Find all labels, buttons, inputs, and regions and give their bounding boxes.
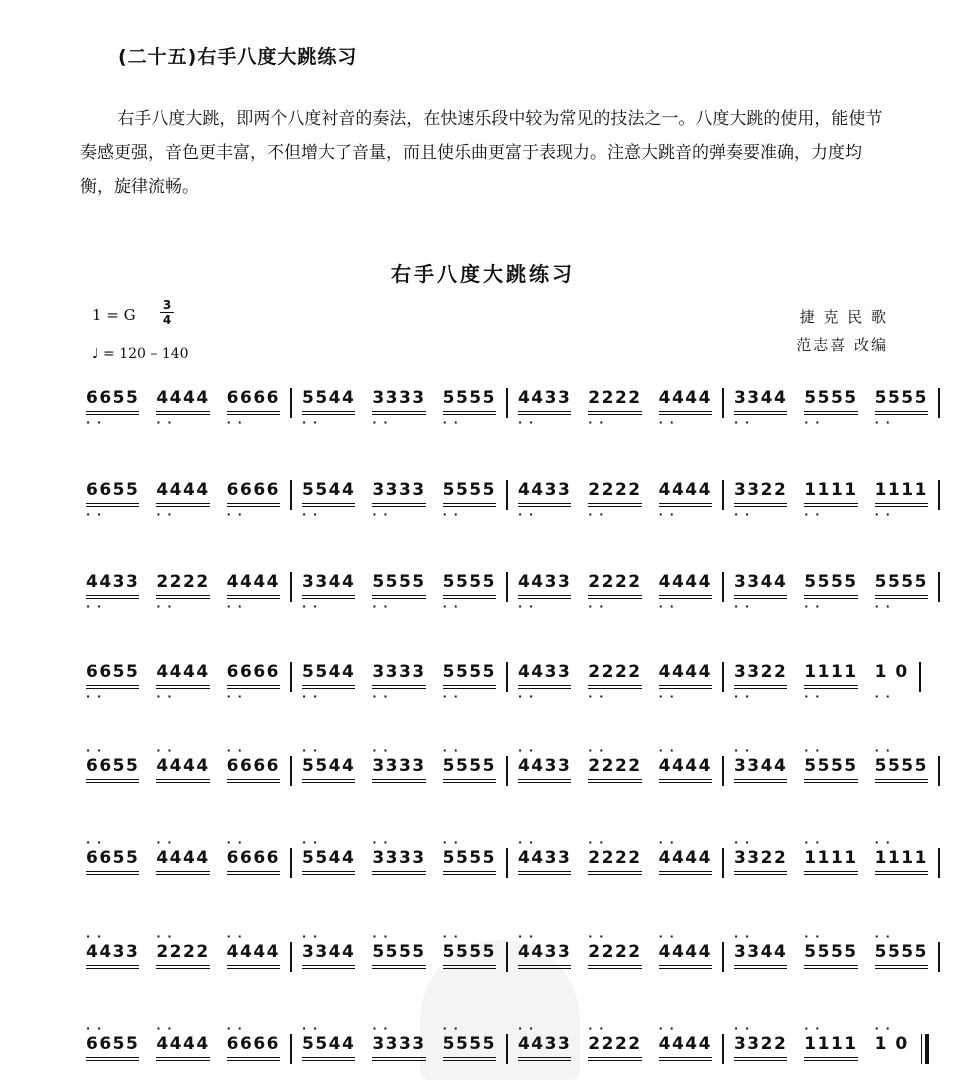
note-group: 2222 · · (156, 942, 209, 969)
bar-line (722, 942, 724, 972)
octave-dots: · · (86, 690, 103, 703)
octave-dots: · · (874, 690, 892, 703)
bar-line (290, 756, 292, 786)
note-group: 3322 · · (734, 848, 787, 875)
score-measure (301, 388, 496, 429)
bar-line (290, 1034, 292, 1064)
note-group: 5555 · · (442, 480, 496, 521)
note-group: 2222 · · (588, 1034, 641, 1061)
final-bar-line (921, 1034, 929, 1064)
octave-dots: · · (517, 836, 535, 849)
score-measure (733, 572, 928, 613)
note-group: 3344 · · (734, 756, 787, 783)
note-group: 3322 · · (734, 1034, 787, 1061)
bar-line (506, 480, 508, 510)
score-row (86, 744, 928, 786)
note-group: 5555 · · (443, 848, 496, 875)
credit-arranger: 范志喜 改编 (796, 336, 888, 354)
note-group: 3333 · · (372, 480, 426, 521)
score-row (86, 662, 909, 703)
octave-dots: · · (658, 508, 676, 521)
note-group: 2222 · · (156, 572, 210, 613)
note-group: 4444 · · (156, 848, 209, 875)
note-group: 4433 · · (518, 1034, 571, 1061)
octave-dots: · · (301, 1022, 319, 1035)
bar-line (938, 942, 940, 972)
note-group: 5555 · · (875, 942, 928, 969)
note-group: 5555 · · (443, 756, 496, 783)
octave-dots: · · (874, 836, 892, 849)
bar-line (506, 848, 508, 878)
octave-dots: · · (733, 930, 751, 943)
octave-dots: · · (442, 416, 460, 429)
octave-dots: · · (733, 1022, 751, 1035)
note-group: 4433 · · (517, 480, 572, 521)
octave-dots: · · (658, 416, 676, 429)
octave-dots: · · (301, 416, 319, 429)
note-group: 4433 · · (86, 572, 140, 613)
note-group: 5555 · · (875, 756, 928, 783)
score-measure (86, 836, 280, 875)
note-group: 4444 · · (658, 662, 712, 703)
octave-dots: · · (301, 600, 319, 613)
note-group: 5544 · · (302, 848, 355, 875)
octave-dots: · · (156, 744, 174, 757)
credit-source: 捷 克 民 歌 (799, 308, 888, 326)
octave-dots: · · (658, 690, 676, 703)
note-group: 5555 · · (804, 572, 858, 613)
octave-dots: · · (804, 600, 821, 613)
note-group: 2222 · · (588, 756, 641, 783)
score-measure (301, 930, 496, 969)
octave-dots: · · (588, 930, 605, 943)
note-group: 3333 · · (372, 848, 425, 875)
octave-dots: · · (372, 690, 389, 703)
octave-dots: · · (804, 416, 821, 429)
note-group: 6655 · · (86, 388, 140, 429)
note-group: 3344 · · (302, 942, 355, 969)
note-group: 4444 · · (156, 388, 210, 429)
octave-dots: · · (588, 416, 605, 429)
score-measure (86, 388, 280, 429)
score-row (86, 930, 928, 972)
note-group: 5555 · · (804, 756, 857, 783)
note-group: 4444 · · (156, 756, 209, 783)
bar-line (290, 572, 292, 602)
note-group: 5555 · · (372, 572, 426, 613)
note-group: 1111 · · (874, 480, 928, 521)
note-group: 4444 · · (659, 1034, 712, 1061)
note-group: 3333 · · (372, 1034, 425, 1061)
note-group: 2222 · · (588, 572, 642, 613)
octave-dots: · · (156, 930, 174, 943)
time-signature-top: 3 (160, 298, 174, 313)
note-group: 2222 · · (588, 942, 641, 969)
score-measure (517, 836, 712, 875)
octave-dots: · · (372, 600, 389, 613)
key-text: 1 = G (92, 306, 136, 324)
octave-dots: · · (733, 690, 751, 703)
octave-dots: · · (733, 600, 751, 613)
octave-dots: · · (517, 508, 535, 521)
note-group: 5555 · · (372, 942, 425, 969)
score-measure (733, 836, 928, 875)
octave-dots: · · (804, 836, 821, 849)
octave-dots: · · (442, 744, 460, 757)
note-group: 2222 · · (588, 388, 642, 429)
octave-dots: · · (86, 1022, 103, 1035)
octave-dots: · · (442, 600, 460, 613)
section-heading: (二十五)右手八度大跳练习 (118, 46, 358, 68)
bar-line (506, 662, 508, 692)
bar-line (722, 848, 724, 878)
note-group: 5544 · · (301, 662, 356, 703)
octave-dots: · · (874, 1022, 892, 1035)
score-measure (517, 388, 712, 429)
octave-dots: · · (733, 744, 751, 757)
bar-line (919, 662, 921, 692)
octave-dots: · · (517, 930, 535, 943)
note-group: 5544 · · (301, 388, 356, 429)
key-signature (92, 306, 142, 324)
score-measure (301, 1022, 496, 1061)
octave-dots: · · (733, 508, 751, 521)
bar-line (506, 756, 508, 786)
note-group: 6655 · · (86, 1034, 139, 1061)
bar-line (506, 388, 508, 418)
note-group: 3344 · · (301, 572, 356, 613)
note-group: 5555 · · (442, 572, 496, 613)
score-row (86, 1022, 909, 1064)
octave-dots: · · (658, 836, 676, 849)
octave-dots: · · (442, 930, 460, 943)
score-measure (301, 662, 496, 703)
octave-dots: · · (442, 1022, 460, 1035)
note-group: 4433 · · (517, 662, 572, 703)
note-group: 4433 · · (518, 756, 571, 783)
note-group: 1 0 · · (874, 1022, 909, 1054)
note-group: 5555 · · (443, 942, 496, 969)
octave-dots: · · (156, 508, 174, 521)
bar-line (722, 756, 724, 786)
octave-dots: · · (658, 744, 676, 757)
octave-dots: · · (226, 930, 244, 943)
bar-line (290, 848, 292, 878)
note-group: 3344 · · (733, 572, 788, 613)
note-group: 5544 · · (302, 1034, 355, 1061)
note-group: 4444 · · (227, 942, 280, 969)
octave-dots: · · (86, 416, 103, 429)
note-group: 4444 · · (156, 1034, 209, 1061)
octave-dots: · · (874, 600, 892, 613)
score-measure (733, 930, 928, 969)
note-group: 3322 · · (733, 480, 788, 521)
score-measure (301, 744, 496, 783)
bar-line (722, 1034, 724, 1064)
octave-dots: · · (874, 930, 892, 943)
octave-dots: · · (874, 508, 892, 521)
note-group: 4433 · · (86, 942, 139, 969)
octave-dots: · · (588, 600, 605, 613)
score-measure (517, 1022, 712, 1061)
note-group: 5555 · · (804, 942, 857, 969)
score-measure (86, 480, 280, 521)
octave-dots: · · (588, 1022, 605, 1035)
octave-dots: · · (226, 1022, 244, 1035)
octave-dots: · · (226, 836, 244, 849)
octave-dots: · · (588, 690, 605, 703)
bar-line (938, 756, 940, 786)
note-group: 1 0 · · (874, 662, 909, 703)
octave-dots: · · (156, 690, 174, 703)
note-group: 3344 · · (734, 942, 787, 969)
note-group: 4433 · · (518, 942, 571, 969)
octave-dots: · · (226, 744, 244, 757)
note-group: 5555 · · (804, 388, 858, 429)
note-group: 4444 · · (659, 942, 712, 969)
octave-dots: · · (588, 836, 605, 849)
bar-line (938, 572, 940, 602)
bar-line (290, 480, 292, 510)
note-group: 1111 · · (804, 480, 858, 521)
octave-dots: · · (517, 416, 535, 429)
bar-line (506, 572, 508, 602)
note-group: 1111 · · (804, 1034, 857, 1061)
note-group: 5555 · · (874, 572, 928, 613)
intro-paragraph (80, 102, 890, 204)
score-measure (733, 388, 928, 429)
score-measure (733, 480, 928, 521)
note-group: 6666 · · (226, 388, 280, 429)
octave-dots: · · (442, 508, 460, 521)
octave-dots: · · (226, 600, 244, 613)
octave-dots: · · (372, 416, 389, 429)
bar-line (938, 388, 940, 418)
note-group: 4433 · · (517, 572, 572, 613)
note-group: 3333 · · (372, 756, 425, 783)
note-group: 5555 · · (874, 388, 928, 429)
octave-dots: · · (156, 416, 174, 429)
score-measure (301, 572, 496, 613)
score-row (86, 836, 928, 878)
octave-dots: · · (804, 930, 821, 943)
bar-line (506, 1034, 508, 1064)
score-measure (86, 572, 280, 613)
note-group: 4444 · · (658, 572, 712, 613)
octave-dots: · · (372, 836, 389, 849)
octave-dots: · · (301, 836, 319, 849)
octave-dots: · · (442, 836, 460, 849)
bar-line (938, 848, 940, 878)
octave-dots: · · (874, 744, 892, 757)
octave-dots: · · (804, 744, 821, 757)
octave-dots: · · (372, 1022, 389, 1035)
octave-dots: · · (226, 690, 244, 703)
score-measure (517, 662, 712, 703)
time-signature (160, 298, 174, 327)
note-group: 2222 · · (588, 662, 642, 703)
score-measure (86, 662, 280, 703)
bar-line (290, 388, 292, 418)
note-group: 1111 · · (875, 848, 928, 875)
octave-dots: · · (372, 508, 389, 521)
octave-dots: · · (156, 600, 174, 613)
octave-dots: · · (517, 1022, 535, 1035)
octave-dots: · · (372, 930, 389, 943)
score-measure (733, 662, 909, 703)
octave-dots: · · (588, 508, 605, 521)
note-group: 3333 · · (372, 662, 426, 703)
octave-dots: · · (156, 1022, 174, 1035)
octave-dots: · · (517, 600, 535, 613)
score-measure (301, 836, 496, 875)
octave-dots: · · (372, 744, 389, 757)
note-group: 2222 · · (588, 480, 642, 521)
octave-dots: · · (658, 1022, 676, 1035)
time-signature-bottom: 4 (162, 313, 172, 327)
note-group: 6666 · · (227, 848, 280, 875)
octave-dots: · · (156, 836, 174, 849)
octave-dots: · · (517, 690, 535, 703)
note-group: 4444 · · (156, 480, 210, 521)
octave-dots: · · (86, 508, 103, 521)
octave-dots: · · (804, 690, 821, 703)
octave-dots: · · (86, 744, 103, 757)
score-measure (517, 930, 712, 969)
note-group: 5544 · · (302, 756, 355, 783)
note-group: 6666 · · (226, 662, 280, 703)
octave-dots: · · (733, 836, 751, 849)
note-group: 4433 · · (517, 388, 572, 429)
score-measure (517, 480, 712, 521)
score-measure (733, 744, 928, 783)
note-group: 1111 · · (804, 662, 858, 703)
note-group: 6655 · · (86, 480, 140, 521)
octave-dots: · · (86, 600, 103, 613)
note-group: 4433 · · (518, 848, 571, 875)
octave-dots: · · (301, 744, 319, 757)
score-measure (733, 1022, 909, 1061)
octave-dots: · · (226, 508, 244, 521)
octave-dots: · · (226, 416, 244, 429)
note-group: 6655 · · (86, 756, 139, 783)
octave-dots: · · (588, 744, 605, 757)
octave-dots: · · (442, 690, 460, 703)
score-measure (86, 1022, 280, 1061)
note-group: 6655 · · (86, 848, 139, 875)
octave-dots: · · (733, 416, 751, 429)
tempo-marking: ♩ = 120 – 140 (92, 346, 189, 362)
score-measure (517, 572, 712, 613)
note-group: 6666 · · (226, 480, 280, 521)
note-group: 3333 · · (372, 388, 426, 429)
note-group: 1111 · · (804, 848, 857, 875)
bar-line (722, 662, 724, 692)
octave-dots: · · (804, 1022, 821, 1035)
note-group: 5555 · · (442, 662, 496, 703)
note-group: 5544 · · (301, 480, 356, 521)
note-group: 4444 · · (659, 756, 712, 783)
bar-line (722, 572, 724, 602)
score-measure (86, 744, 280, 783)
octave-dots: · · (804, 508, 821, 521)
score-measure (517, 744, 712, 783)
intro-text: 右手八度大跳，即两个八度衬音的奏法，在快速乐段中较为常见的技法之一。八度大跳的使用，能使节奏感更强，音色更丰富，不但增大了音量，而且使乐曲更富于表现力。注意大跳音的弹奏要准确，力度均衡，旋律流畅。 (80, 109, 883, 197)
note-group: 4444 · · (658, 388, 712, 429)
octave-dots: · · (658, 600, 676, 613)
bar-line (290, 662, 292, 692)
note-group: 6655 · · (86, 662, 140, 703)
score-title: 右手八度大跳练习 (391, 262, 575, 286)
octave-dots: · · (86, 836, 103, 849)
bar-line (722, 480, 724, 510)
note-group: 4444 · · (658, 480, 712, 521)
score-row (86, 480, 928, 521)
score-measure (301, 480, 496, 521)
note-group: 3322 · · (733, 662, 788, 703)
note-group: 4444 · · (226, 572, 280, 613)
note-group: 5555 · · (443, 1034, 496, 1061)
octave-dots: · · (301, 930, 319, 943)
octave-dots: · · (86, 930, 103, 943)
score-row (86, 572, 928, 613)
score-row (86, 388, 928, 429)
bar-line (938, 480, 940, 510)
note-group: 2222 · · (588, 848, 641, 875)
note-group: 5555 · · (442, 388, 496, 429)
octave-dots: · · (301, 508, 319, 521)
bar-line (722, 388, 724, 418)
octave-dots: · · (658, 930, 676, 943)
note-group: 6666 · · (227, 1034, 280, 1061)
note-group: 4444 · · (659, 848, 712, 875)
octave-dots: · · (301, 690, 319, 703)
bar-line (506, 942, 508, 972)
score-measure (86, 930, 280, 969)
octave-dots: · · (874, 416, 892, 429)
bar-line (290, 942, 292, 972)
note-group: 4444 · · (156, 662, 210, 703)
note-group: 3344 · · (733, 388, 788, 429)
octave-dots: · · (517, 744, 535, 757)
note-group: 6666 · · (227, 756, 280, 783)
